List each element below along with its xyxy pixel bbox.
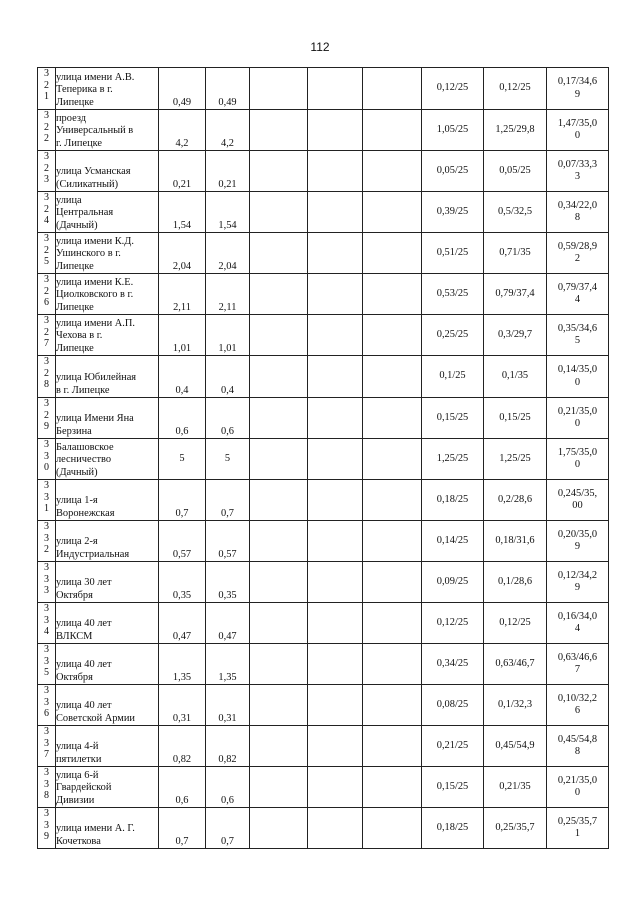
length-value-2: 0,6 xyxy=(206,767,250,808)
table-row xyxy=(38,521,609,562)
ratio-value: 0,05/25 xyxy=(422,151,484,192)
row-number: 3 2 8 xyxy=(38,356,56,398)
empty-cell xyxy=(250,439,308,480)
ratio-value-2: 0,2/28,6 xyxy=(484,480,547,521)
ratio-value: 0,1/25 xyxy=(422,356,484,398)
table-row xyxy=(38,356,609,398)
table-row xyxy=(38,562,609,603)
length-value: 0,7 xyxy=(159,480,206,521)
street-name: улица имени К.Е. Циолковского в г. Липецке xyxy=(56,274,159,315)
empty-cell xyxy=(250,192,308,233)
empty-cell xyxy=(250,233,308,274)
table-body xyxy=(38,68,609,849)
length-value: 0,49 xyxy=(159,68,206,110)
empty-cell xyxy=(363,521,422,562)
length-value-2: 2,11 xyxy=(206,274,250,315)
ratio-value-2: 0,1/32,3 xyxy=(484,685,547,726)
empty-cell xyxy=(308,562,363,603)
table-row xyxy=(38,274,609,315)
ratio-value-3: 0,21/35,0 0 xyxy=(547,398,609,439)
empty-cell xyxy=(363,356,422,398)
length-value: 0,35 xyxy=(159,562,206,603)
row-number: 3 3 7 xyxy=(38,726,56,767)
empty-cell xyxy=(363,315,422,356)
ratio-value-3: 1,75/35,0 0 xyxy=(547,439,609,480)
empty-cell xyxy=(250,68,308,110)
row-number: 3 2 6 xyxy=(38,274,56,315)
length-value-2: 0,82 xyxy=(206,726,250,767)
empty-cell xyxy=(250,767,308,808)
table-row xyxy=(38,480,609,521)
row-number: 3 3 8 xyxy=(38,767,56,808)
ratio-value: 0,14/25 xyxy=(422,521,484,562)
empty-cell xyxy=(250,398,308,439)
ratio-value: 0,34/25 xyxy=(422,644,484,685)
ratio-value-2: 0,25/35,7 xyxy=(484,808,547,849)
length-value-2: 1,35 xyxy=(206,644,250,685)
empty-cell xyxy=(308,603,363,644)
ratio-value: 0,25/25 xyxy=(422,315,484,356)
ratio-value-2: 0,18/31,6 xyxy=(484,521,547,562)
ratio-value-3: 0,45/54,8 8 xyxy=(547,726,609,767)
ratio-value-3: 0,12/34,2 9 xyxy=(547,562,609,603)
row-number: 3 3 6 xyxy=(38,685,56,726)
street-name: улица 4-й пятилетки xyxy=(56,726,159,767)
street-name: улица Юбилейная в г. Липецке xyxy=(56,356,159,398)
street-name: улица Центральная (Дачный) xyxy=(56,192,159,233)
length-value: 0,6 xyxy=(159,398,206,439)
empty-cell xyxy=(308,808,363,849)
street-name: улица имени А.В. Теперика в г. Липецке xyxy=(56,68,159,110)
length-value-2: 0,7 xyxy=(206,480,250,521)
table-row xyxy=(38,603,609,644)
ratio-value-2: 0,05/25 xyxy=(484,151,547,192)
length-value: 0,6 xyxy=(159,767,206,808)
empty-cell xyxy=(250,356,308,398)
ratio-value-3: 0,16/34,0 4 xyxy=(547,603,609,644)
page-number: 112 xyxy=(310,40,330,54)
ratio-value-2: 0,12/25 xyxy=(484,68,547,110)
table-row xyxy=(38,398,609,439)
row-number: 3 3 4 xyxy=(38,603,56,644)
length-value-2: 0,57 xyxy=(206,521,250,562)
ratio-value-2: 0,3/29,7 xyxy=(484,315,547,356)
length-value-2: 0,4 xyxy=(206,356,250,398)
ratio-value: 1,25/25 xyxy=(422,439,484,480)
length-value: 0,31 xyxy=(159,685,206,726)
street-name: улица 30 лет Октября xyxy=(56,562,159,603)
ratio-value-3: 0,20/35,0 9 xyxy=(547,521,609,562)
empty-cell xyxy=(308,233,363,274)
ratio-value-3: 0,25/35,7 1 xyxy=(547,808,609,849)
street-name: улица 40 лет Октября xyxy=(56,644,159,685)
ratio-value-2: 0,1/35 xyxy=(484,356,547,398)
row-number: 3 3 1 xyxy=(38,480,56,521)
length-value-2: 0,21 xyxy=(206,151,250,192)
empty-cell xyxy=(250,808,308,849)
length-value: 0,82 xyxy=(159,726,206,767)
ratio-value-2: 0,63/46,7 xyxy=(484,644,547,685)
row-number: 3 3 3 xyxy=(38,562,56,603)
empty-cell xyxy=(363,151,422,192)
ratio-value: 0,18/25 xyxy=(422,808,484,849)
empty-cell xyxy=(363,110,422,151)
empty-cell xyxy=(308,767,363,808)
roads-table xyxy=(37,67,609,849)
table-row xyxy=(38,315,609,356)
street-name: улица имени А.П. Чехова в г. Липецке xyxy=(56,315,159,356)
row-number: 3 2 1 xyxy=(38,68,56,110)
ratio-value: 0,18/25 xyxy=(422,480,484,521)
street-name: улица 2-я Индустриальная xyxy=(56,521,159,562)
row-number: 3 3 2 xyxy=(38,521,56,562)
ratio-value-3: 0,59/28,9 2 xyxy=(547,233,609,274)
empty-cell xyxy=(308,110,363,151)
street-name: улица 40 лет ВЛКСМ xyxy=(56,603,159,644)
empty-cell xyxy=(363,562,422,603)
length-value: 0,21 xyxy=(159,151,206,192)
empty-cell xyxy=(308,151,363,192)
ratio-value-3: 0,07/33,3 3 xyxy=(547,151,609,192)
street-name: улица Имени Яна Берзина xyxy=(56,398,159,439)
length-value-2: 1,54 xyxy=(206,192,250,233)
ratio-value-2: 0,15/25 xyxy=(484,398,547,439)
ratio-value-2: 1,25/29,8 xyxy=(484,110,547,151)
row-number: 3 2 3 xyxy=(38,151,56,192)
empty-cell xyxy=(363,233,422,274)
empty-cell xyxy=(308,685,363,726)
empty-cell xyxy=(308,192,363,233)
empty-cell xyxy=(308,356,363,398)
length-value-2: 0,7 xyxy=(206,808,250,849)
length-value-2: 0,35 xyxy=(206,562,250,603)
table-row xyxy=(38,808,609,849)
street-name: улица имени А. Г. Кочеткова xyxy=(56,808,159,849)
empty-cell xyxy=(363,192,422,233)
ratio-value: 0,15/25 xyxy=(422,767,484,808)
street-name: улица 6-й Гвардейской Дивизии xyxy=(56,767,159,808)
empty-cell xyxy=(250,562,308,603)
ratio-value: 0,21/25 xyxy=(422,726,484,767)
table-row xyxy=(38,233,609,274)
empty-cell xyxy=(363,644,422,685)
ratio-value-2: 0,79/37,4 xyxy=(484,274,547,315)
empty-cell xyxy=(363,274,422,315)
length-value: 0,47 xyxy=(159,603,206,644)
ratio-value-2: 0,21/35 xyxy=(484,767,547,808)
empty-cell xyxy=(308,644,363,685)
empty-cell xyxy=(308,480,363,521)
table-row xyxy=(38,685,609,726)
length-value-2: 1,01 xyxy=(206,315,250,356)
row-number: 3 2 9 xyxy=(38,398,56,439)
ratio-value-2: 0,1/28,6 xyxy=(484,562,547,603)
empty-cell xyxy=(363,808,422,849)
empty-cell xyxy=(363,68,422,110)
length-value: 1,54 xyxy=(159,192,206,233)
empty-cell xyxy=(250,726,308,767)
table-row xyxy=(38,110,609,151)
length-value: 4,2 xyxy=(159,110,206,151)
empty-cell xyxy=(250,521,308,562)
street-name: улица Усманская (Силикатный) xyxy=(56,151,159,192)
length-value-2: 5 xyxy=(206,439,250,480)
empty-cell xyxy=(308,521,363,562)
ratio-value: 0,39/25 xyxy=(422,192,484,233)
empty-cell xyxy=(250,685,308,726)
empty-cell xyxy=(308,398,363,439)
length-value: 0,4 xyxy=(159,356,206,398)
empty-cell xyxy=(363,398,422,439)
empty-cell xyxy=(363,439,422,480)
table-row xyxy=(38,192,609,233)
empty-cell xyxy=(308,315,363,356)
empty-cell xyxy=(363,480,422,521)
empty-cell xyxy=(308,439,363,480)
ratio-value: 0,15/25 xyxy=(422,398,484,439)
ratio-value-3: 0,245/35, 00 xyxy=(547,480,609,521)
empty-cell xyxy=(250,603,308,644)
table-row xyxy=(38,68,609,110)
street-name: улица имени К.Д. Ушинского в г. Липецке xyxy=(56,233,159,274)
ratio-value-3: 0,17/34,6 9 xyxy=(547,68,609,110)
empty-cell xyxy=(363,603,422,644)
ratio-value-3: 0,21/35,0 0 xyxy=(547,767,609,808)
length-value: 0,57 xyxy=(159,521,206,562)
ratio-value-3: 1,47/35,0 0 xyxy=(547,110,609,151)
ratio-value-2: 0,5/32,5 xyxy=(484,192,547,233)
table-row xyxy=(38,767,609,808)
length-value: 1,01 xyxy=(159,315,206,356)
empty-cell xyxy=(363,767,422,808)
length-value: 2,11 xyxy=(159,274,206,315)
ratio-value-3: 0,34/22,0 8 xyxy=(547,192,609,233)
length-value-2: 0,49 xyxy=(206,68,250,110)
row-number: 3 2 5 xyxy=(38,233,56,274)
length-value-2: 0,6 xyxy=(206,398,250,439)
length-value: 2,04 xyxy=(159,233,206,274)
length-value: 1,35 xyxy=(159,644,206,685)
ratio-value-3: 0,14/35,0 0 xyxy=(547,356,609,398)
row-number: 3 2 4 xyxy=(38,192,56,233)
table-row xyxy=(38,439,609,480)
row-number: 3 2 7 xyxy=(38,315,56,356)
length-value-2: 4,2 xyxy=(206,110,250,151)
ratio-value-3: 0,63/46,6 7 xyxy=(547,644,609,685)
empty-cell xyxy=(363,726,422,767)
ratio-value: 1,05/25 xyxy=(422,110,484,151)
empty-cell xyxy=(250,644,308,685)
ratio-value: 0,08/25 xyxy=(422,685,484,726)
empty-cell xyxy=(308,68,363,110)
row-number: 3 2 2 xyxy=(38,110,56,151)
ratio-value: 0,53/25 xyxy=(422,274,484,315)
length-value: 0,7 xyxy=(159,808,206,849)
ratio-value: 0,12/25 xyxy=(422,68,484,110)
street-name: Балашовское лесничество (Дачный) xyxy=(56,439,159,480)
table-row xyxy=(38,726,609,767)
empty-cell xyxy=(308,274,363,315)
table-row xyxy=(38,644,609,685)
ratio-value-2: 0,45/54,9 xyxy=(484,726,547,767)
empty-cell xyxy=(308,726,363,767)
empty-cell xyxy=(250,315,308,356)
ratio-value-2: 0,12/25 xyxy=(484,603,547,644)
empty-cell xyxy=(250,151,308,192)
table-row xyxy=(38,151,609,192)
length-value: 5 xyxy=(159,439,206,480)
empty-cell xyxy=(250,110,308,151)
row-number: 3 3 9 xyxy=(38,808,56,849)
length-value-2: 0,31 xyxy=(206,685,250,726)
empty-cell xyxy=(250,480,308,521)
street-name: улица 40 лет Советской Армии xyxy=(56,685,159,726)
length-value-2: 2,04 xyxy=(206,233,250,274)
ratio-value-2: 0,71/35 xyxy=(484,233,547,274)
ratio-value-2: 1,25/25 xyxy=(484,439,547,480)
ratio-value: 0,12/25 xyxy=(422,603,484,644)
empty-cell xyxy=(363,685,422,726)
ratio-value-3: 0,79/37,4 4 xyxy=(547,274,609,315)
row-number: 3 3 0 xyxy=(38,439,56,480)
street-name: улица 1-я Воронежская xyxy=(56,480,159,521)
empty-cell xyxy=(250,274,308,315)
ratio-value: 0,51/25 xyxy=(422,233,484,274)
ratio-value-3: 0,35/34,6 5 xyxy=(547,315,609,356)
ratio-value: 0,09/25 xyxy=(422,562,484,603)
length-value-2: 0,47 xyxy=(206,603,250,644)
row-number: 3 3 5 xyxy=(38,644,56,685)
ratio-value-3: 0,10/32,2 6 xyxy=(547,685,609,726)
street-name: проезд Универсальный в г. Липецке xyxy=(56,110,159,151)
